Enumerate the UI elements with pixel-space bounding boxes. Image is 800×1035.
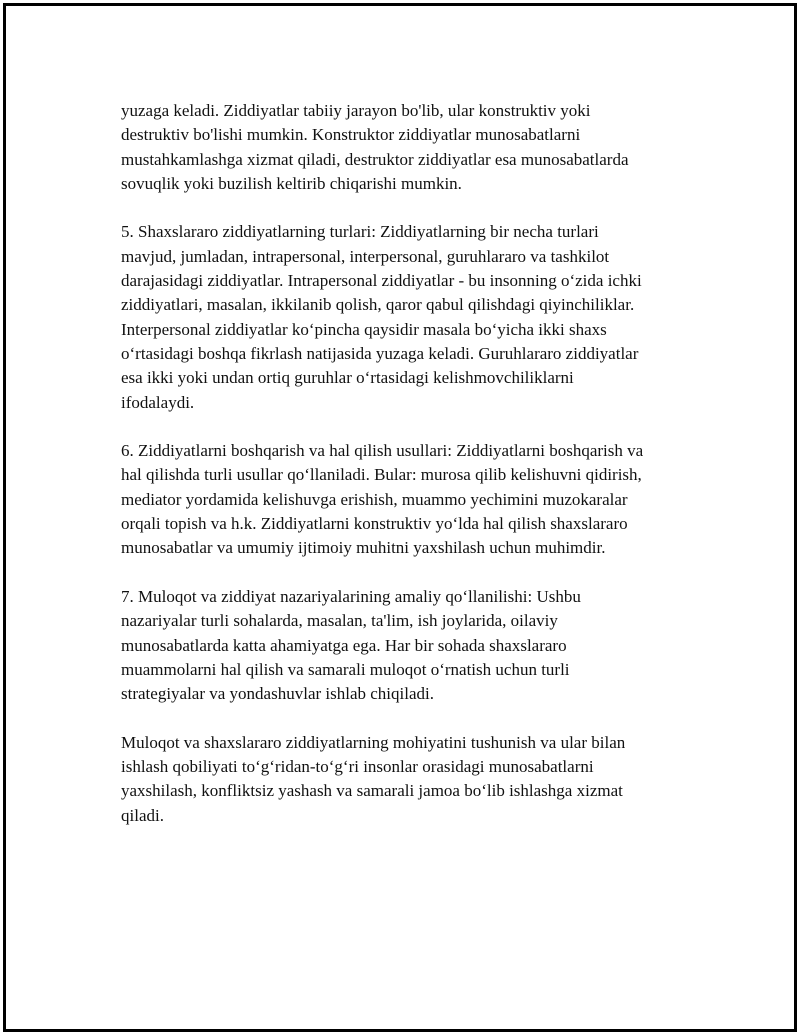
page-frame [3,3,797,1032]
paragraph-section-7: 7. Muloqot va ziddiyat nazariyalarining amaliy qo‘llanilishi: Ushbu nazariyalar turli sohalarda, masalan, ta'lim, ish joylarida, oilaviy munosabatlarda katta ahamiyatga ega. Har bir sohada shaxslararo muammolarni hal qilish va samarali muloqot o‘rnatish uchun turli strategiyalar va yondashuvlar ishlab chiqiladi. [121,586,581,704]
paragraph-continuation: yuzaga keladi. Ziddiyatlar tabiiy jarayon bo'lib, ular konstruktiv yoki destruktiv bo'lishi mumkin. Konstruktor ziddiyatlar munosabatlarni mustahkamlashga xizmat qiladi, destruktor ziddiyatlar esa munosabatlarda sovuqlik yoki buzilish keltirib chiqarishi mumkin. [121,101,629,193]
document-body [121,99,706,852]
paragraph-section-6: 6. Ziddiyatlarni boshqarish va hal qilish usullari: Ziddiyatlarni boshqarish va hal qilishda turli usullar qo‘llaniladi. Bular: murosa qilib kelishuvni qidirish, mediator yordamida kelishuvga erishish, muammo yechimini muzokaralar orqali topish va h.k. Ziddiyatlarni konstruktiv yo‘lda hal qilish shaxslararo munosabatlar va umumiy ijtimoiy muhitni yaxshilash uchun muhimdir. [121,441,644,558]
paragraph-conclusion: Muloqot va shaxslararo ziddiyatlarning mohiyatini tushunish va ular bilan ishlash qobiliyati to‘g‘ridan-to‘g‘ri insonlar orasidagi munosabatlarni yaxshilash, konfliktsiz yashash va samarali jamoa bo‘lib ishlashga xizmat qiladi. [121,732,626,825]
paragraph-section-5: 5. Shaxslararo ziddiyatlarning turlari: Ziddiyatlarning bir necha turlari mavjud, jumladan, intrapersonal, interpersonal, guruhlararo va tashkilot darajasidagi ziddiyatlar. Intrapersonal ziddiyatlar - bu insonning o‘zida ichki ziddiyatlari, masalan, ikkilanib qolish, qaror qabul qilishdagi qiyinchiliklar. Interpersonal ziddiyatlar ko‘pincha qaysidir masala bo‘yicha ikki shaxs o‘rtasidagi boshqa fikrlash natijasida yuzaga keladi. Guruhlararo ziddiyatlar esa ikki yoki undan ortiq guruhlar o‘rtasidagi kelishmovchiliklarni ifodalaydi. [121,222,642,412]
